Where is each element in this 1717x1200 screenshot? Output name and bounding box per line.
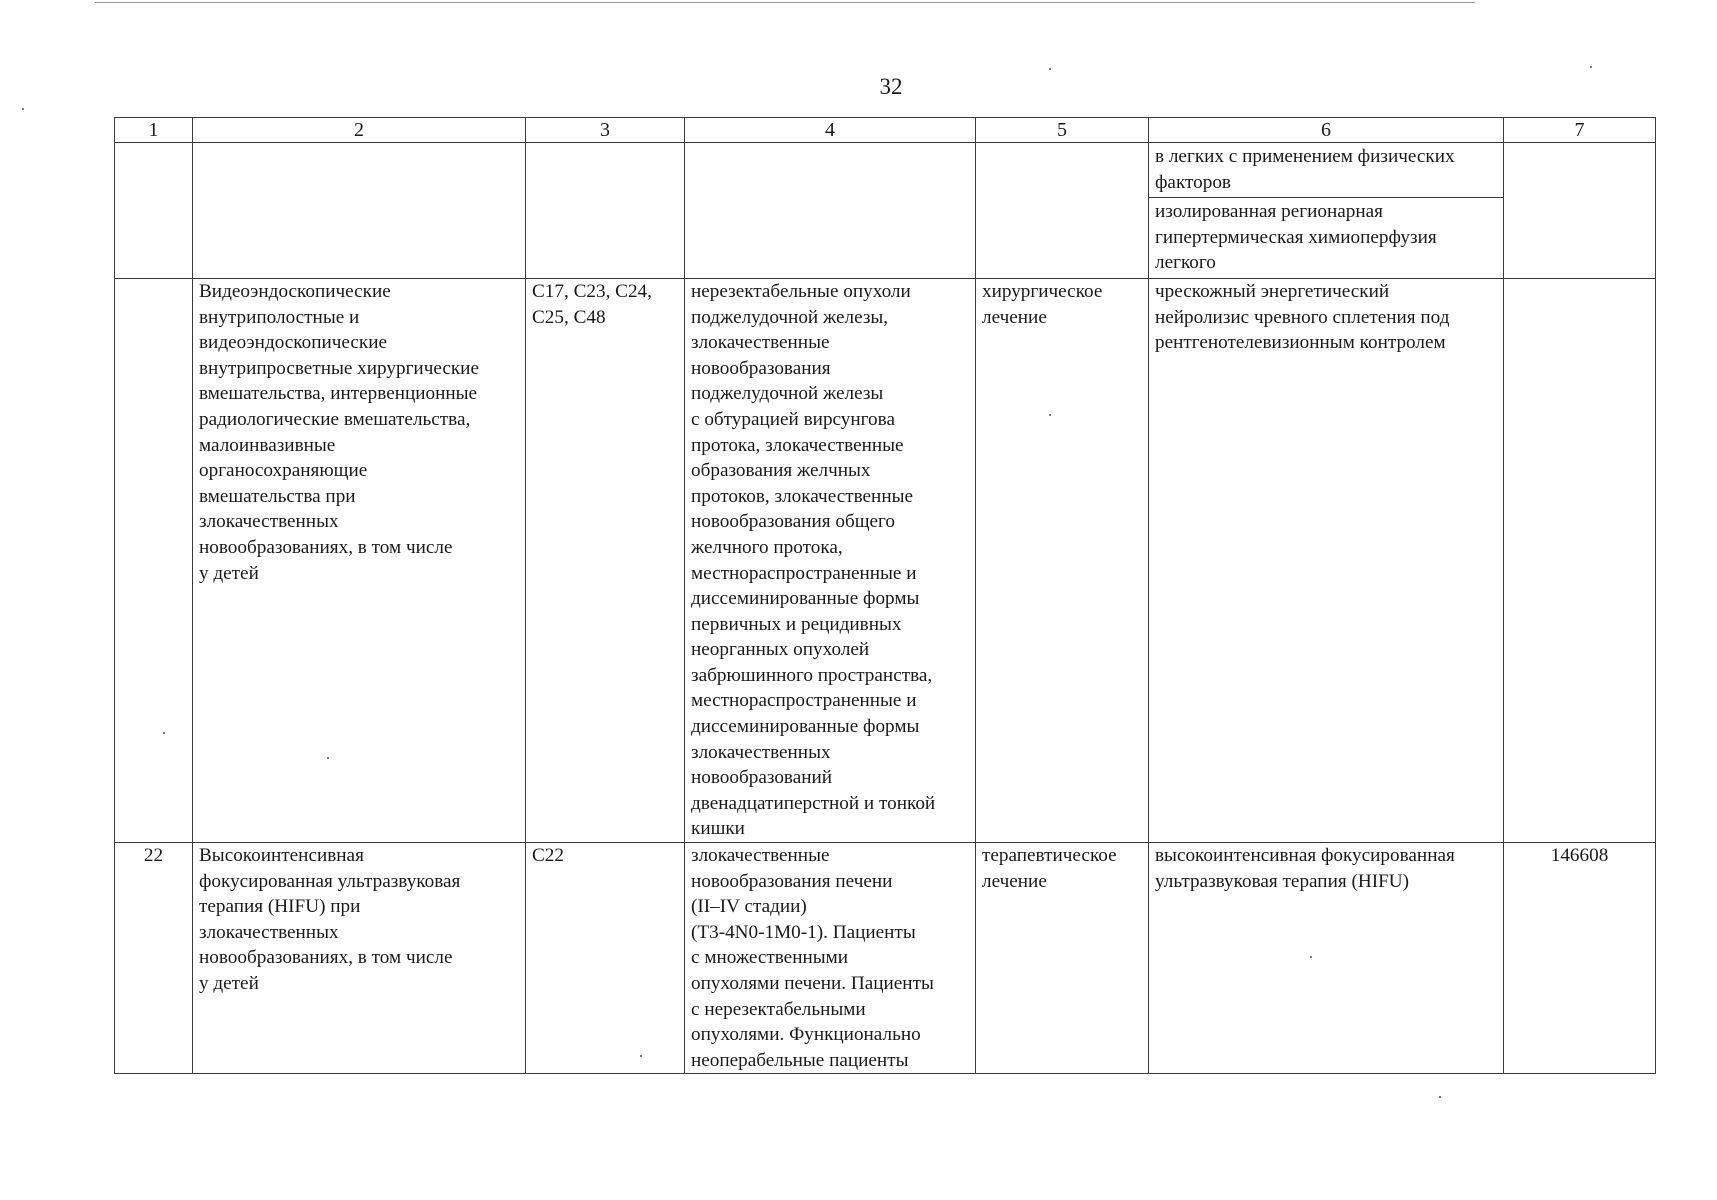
text-line: опухолями. Функционально bbox=[691, 1024, 921, 1046]
text-line: образования желчных bbox=[691, 460, 871, 482]
text-line: двенадцатиперстной и тонкой bbox=[691, 792, 936, 814]
text-line: C17, C23, C24, bbox=[532, 280, 652, 302]
text-line: с обтурацией вирсунгова bbox=[691, 408, 895, 430]
treatment-method-cell bbox=[1149, 843, 1504, 1074]
column-number-row bbox=[115, 118, 1656, 143]
text-line: хирургическое bbox=[982, 280, 1103, 302]
icd-codes-cell bbox=[526, 843, 685, 1074]
text-line: факторов bbox=[1155, 171, 1231, 193]
text-line: в легких с применением физических bbox=[1155, 146, 1455, 167]
text-line: чрескожный энергетический bbox=[1155, 280, 1390, 302]
procedure-name-cell bbox=[193, 278, 526, 842]
scan-speck bbox=[1590, 66, 1592, 68]
table-row bbox=[115, 143, 1656, 279]
text-line: (T3-4N0-1M0-1). Пациенты bbox=[691, 921, 916, 943]
row-number-cell bbox=[115, 143, 193, 279]
column-number: 2 bbox=[193, 118, 526, 143]
text-line: внутриполостные и bbox=[199, 306, 360, 328]
text-line: Высокоинтенсивная bbox=[199, 845, 364, 867]
text-line: фокусированная ультразвуковая bbox=[199, 870, 461, 892]
price-cell bbox=[1504, 143, 1656, 279]
text-line: диссеминированные формы bbox=[691, 716, 920, 738]
text-line: рентгенотелевизионным контролем bbox=[1155, 332, 1446, 354]
text-line: новообразования общего bbox=[691, 511, 896, 533]
scan-speck bbox=[327, 757, 329, 759]
patient-model-cell bbox=[685, 843, 976, 1074]
text-line: внутрипросветные хирургические bbox=[199, 357, 479, 379]
text-line: забрюшинного пространства, bbox=[691, 664, 933, 686]
text-line: терапия (HIFU) при bbox=[199, 896, 361, 918]
text-line: злокачественные bbox=[691, 332, 830, 354]
price-cell bbox=[1504, 278, 1656, 842]
column-number: 6 bbox=[1149, 118, 1504, 143]
text-line: неоперабельные пациенты bbox=[691, 1049, 909, 1071]
text-line: новообразования печени bbox=[691, 870, 893, 892]
page-number: 32 bbox=[879, 74, 903, 99]
text-line: диссеминированные формы bbox=[691, 588, 920, 610]
text-line: желчного протока, bbox=[691, 536, 843, 558]
text-line: радиологические вмешательства, bbox=[199, 408, 471, 430]
treatment-type-cell bbox=[976, 843, 1149, 1074]
row-number-cell bbox=[115, 278, 193, 842]
patient-model-cell bbox=[685, 143, 976, 279]
scan-speck bbox=[1049, 68, 1051, 70]
text-line: видеоэндоскопические bbox=[199, 332, 388, 354]
text-line: местнораспространенные и bbox=[691, 562, 917, 584]
text-line: C22 bbox=[532, 845, 564, 867]
text-line: у детей bbox=[199, 562, 259, 584]
column-number: 1 bbox=[115, 118, 193, 143]
patient-model-cell bbox=[685, 278, 976, 842]
scan-speck bbox=[1439, 1096, 1441, 1098]
treatment-method-cell bbox=[1149, 278, 1504, 842]
text-line: новообразований bbox=[691, 767, 833, 789]
text-line: злокачественных bbox=[199, 511, 339, 533]
treatment-type-cell bbox=[976, 143, 1149, 279]
text-line: поджелудочной железы, bbox=[691, 306, 889, 328]
table-row bbox=[115, 278, 1656, 842]
row-number-cell: 22 bbox=[115, 843, 193, 1074]
text-line: C25, C48 bbox=[532, 306, 606, 328]
text-line: высокоинтенсивная фокусированная bbox=[1155, 845, 1455, 867]
text-line: легкого bbox=[1155, 252, 1216, 274]
text-line: вмешательства при bbox=[199, 485, 356, 507]
text-line: органосохраняющие bbox=[199, 460, 368, 482]
text-line: (II–IV стадии) bbox=[691, 896, 807, 918]
scan-speck bbox=[1310, 956, 1312, 958]
treatment-type-cell bbox=[976, 278, 1149, 842]
text-line: местнораспространенные и bbox=[691, 690, 917, 712]
procedure-name-cell bbox=[193, 843, 526, 1074]
text-line: терапевтическое bbox=[982, 845, 1117, 867]
text-line: новообразованиях, в том числе bbox=[199, 947, 453, 969]
method-entry bbox=[1149, 197, 1503, 278]
icd-codes-cell bbox=[526, 278, 685, 842]
text-line: ультразвуковая терапия (HIFU) bbox=[1155, 870, 1410, 892]
column-number: 7 bbox=[1504, 118, 1656, 143]
text-line: лечение bbox=[982, 870, 1047, 892]
text-line: с нерезектабельными bbox=[691, 998, 866, 1020]
scan-speck bbox=[1049, 414, 1051, 416]
text-line: гипертермическая химиоперфузия bbox=[1155, 226, 1437, 248]
text-line: злокачественных bbox=[199, 921, 339, 943]
icd-codes-cell bbox=[526, 143, 685, 279]
text-line: первичных и рецидивных bbox=[691, 613, 902, 635]
top-rule bbox=[95, 2, 1475, 3]
text-line: малоинвазивные bbox=[199, 434, 336, 456]
text-line: нейролизис чревного сплетения под bbox=[1155, 306, 1450, 328]
procedure-name-cell bbox=[193, 143, 526, 279]
text-line: опухолями печени. Пациенты bbox=[691, 973, 934, 994]
scan-speck bbox=[22, 108, 24, 110]
text-line: изолированная регионарная bbox=[1155, 201, 1383, 223]
text-line: у детей bbox=[199, 973, 259, 994]
column-number: 3 bbox=[526, 118, 685, 143]
price-cell: 146608 bbox=[1504, 843, 1656, 1074]
text-line: лечение bbox=[982, 306, 1047, 328]
text-line: новообразования bbox=[691, 357, 831, 379]
text-line: злокачественных bbox=[691, 741, 831, 763]
text-line: поджелудочной железы bbox=[691, 383, 884, 405]
procedures-table bbox=[114, 117, 1656, 1074]
text-line: неорганных опухолей bbox=[691, 639, 870, 661]
text-line: нерезектабельные опухоли bbox=[691, 280, 911, 302]
text-line: с множественными bbox=[691, 947, 849, 969]
treatment-method-cell bbox=[1149, 143, 1504, 279]
table-row bbox=[115, 843, 1656, 1074]
text-line: новообразованиях, в том числе bbox=[199, 536, 453, 558]
text-line: кишки bbox=[691, 818, 745, 840]
column-number: 4 bbox=[685, 118, 976, 143]
text-line: Видеоэндоскопические bbox=[199, 280, 391, 302]
method-entry bbox=[1149, 143, 1503, 197]
text-line: вмешательства, интервенционные bbox=[199, 383, 478, 405]
column-number: 5 bbox=[976, 118, 1149, 143]
scan-speck bbox=[163, 732, 165, 734]
text-line: злокачественные bbox=[691, 845, 830, 867]
text-line: протока, злокачественные bbox=[691, 434, 904, 456]
text-line: протоков, злокачественные bbox=[691, 485, 914, 507]
scan-speck bbox=[640, 1055, 642, 1057]
